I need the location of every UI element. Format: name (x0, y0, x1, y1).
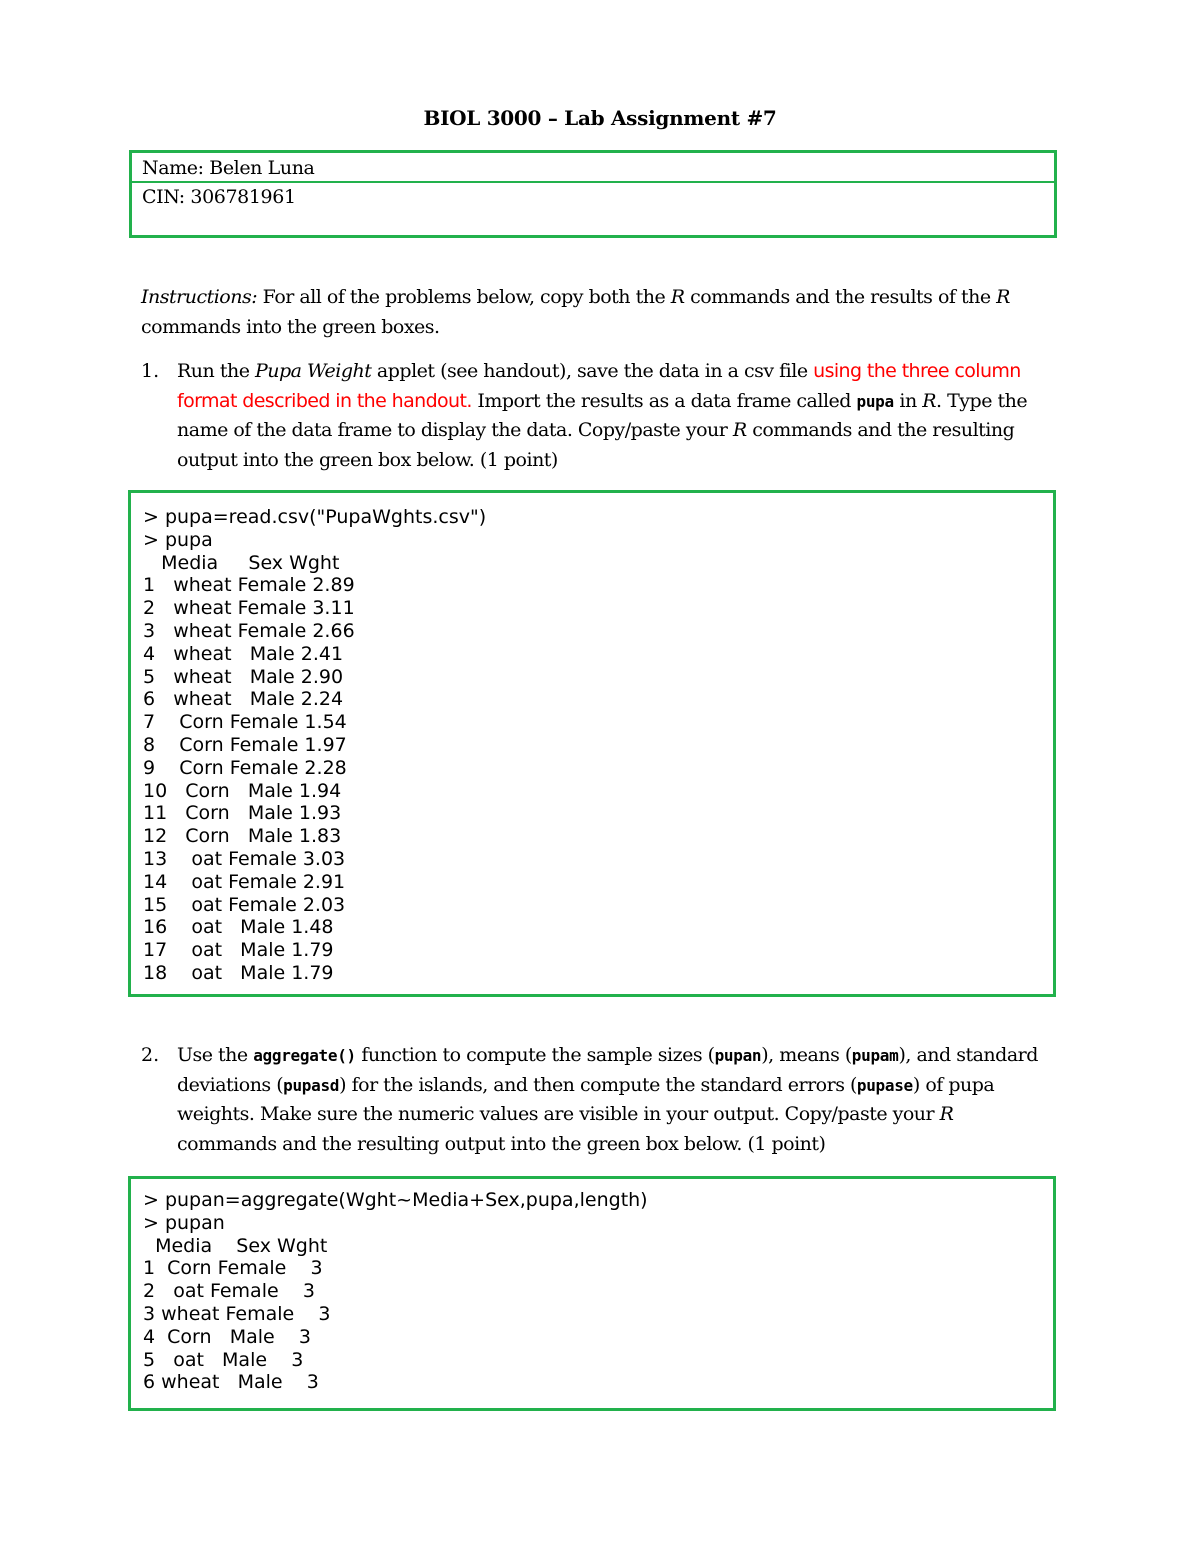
code-line: 1 wheat Female 2.89 (143, 574, 355, 597)
code-output-2 (143, 1189, 648, 1394)
code-line: 1 Corn Female 3 (143, 1257, 323, 1280)
code-line: 5 wheat Male 2.90 (143, 665, 344, 688)
student-info-box (129, 150, 1057, 238)
code-line: Media Sex Wght (143, 1234, 328, 1257)
question-number: 1. (141, 360, 160, 382)
code-term: aggregate() (253, 1046, 356, 1065)
code-term: pupan (714, 1046, 762, 1065)
code-line: > pupa=read.csv("PupaWghts.csv") (143, 506, 487, 528)
code-line: 11 Corn Male 1.93 (143, 802, 342, 825)
answer-box-2[interactable] (128, 1176, 1056, 1411)
code-line: 4 wheat Male 2.41 (143, 642, 344, 665)
code-line: 6 wheat Male 3 (143, 1371, 319, 1394)
code-line: 12 Corn Male 1.83 (143, 825, 342, 848)
code-line: 5 oat Male 3 (143, 1348, 304, 1371)
code-line: 17 oat Male 1.79 (143, 939, 334, 962)
code-line: Media Sex Wght (143, 551, 340, 574)
code-term: pupasd (283, 1075, 340, 1095)
code-line: > pupan=aggregate(Wght~Media+Sex,pupa,length) (143, 1189, 648, 1211)
code-line: 18 oat Male 1.79 (143, 961, 334, 984)
code-line: 8 Corn Female 1.97 (143, 733, 347, 756)
code-line: 6 wheat Male 2.24 (143, 688, 344, 711)
question-text: Run the Pupa Weight applet (see handout), save the data in a csv file using the three column format described in the handout. Import the results as a data frame called pupa in R. Type the name of the data frame to display the data. Copy/paste your R commands and the resulting output into the green box below. (1 point) (177, 360, 1028, 471)
code-line: > pupan (143, 1211, 225, 1234)
r-term: R (939, 1103, 954, 1125)
code-line: 7 Corn Female 1.54 (143, 711, 347, 734)
applet-name: Pupa Weight (254, 360, 372, 382)
code-line: 3 wheat Female 2.66 (143, 619, 355, 642)
r-term: R (732, 419, 747, 441)
code-line: 2 oat Female 3 (143, 1280, 315, 1303)
answer-box-1[interactable] (128, 490, 1056, 997)
code-line: 10 Corn Male 1.94 (143, 779, 342, 802)
code-term: pupa (856, 391, 894, 411)
code-line: 3 wheat Female 3 (143, 1302, 331, 1325)
code-line: 15 oat Female 2.03 (143, 893, 346, 916)
code-line: 16 oat Male 1.48 (143, 916, 334, 939)
instructions-label: Instructions: (141, 286, 258, 308)
code-line: 2 wheat Female 3.11 (143, 597, 355, 620)
r-term: R (922, 389, 937, 412)
question-number: 2. (141, 1044, 160, 1066)
code-line: 14 oat Female 2.91 (143, 870, 346, 893)
code-line: 13 oat Female 3.03 (143, 847, 346, 870)
page-title: BIOL 3000 – Lab Assignment #7 (423, 106, 777, 130)
code-line: > pupa (143, 528, 213, 551)
code-output-1 (143, 506, 486, 985)
instructions-paragraph (141, 283, 1061, 342)
code-term: pupase (856, 1075, 913, 1095)
student-name-field[interactable]: Name: Belen Luna (132, 153, 1054, 183)
instructions-text: commands and the results of the (684, 286, 997, 308)
instructions-text: For all of the problems below, copy both the (257, 286, 671, 308)
student-cin-field[interactable]: CIN: 306781961 (142, 186, 296, 208)
r-term: R (670, 286, 685, 308)
instructions-text: commands into the green boxes. (141, 315, 440, 338)
question-text: Use the aggregate() function to compute the sample sizes (pupan), means (pupam), and standard deviations (pupasd) for the islands, and then compute the standard errors (pupase) of pupa weights. Make sure the numeric values are visible in your output. Copy/paste your R commands and the resulting output into the green box below. (1 point) (177, 1044, 1038, 1155)
code-term: pupam (851, 1046, 899, 1065)
code-line: 4 Corn Male 3 (143, 1325, 311, 1348)
red-highlight-text: using the three column format described in the handout. (177, 360, 1021, 412)
code-line: 9 Corn Female 2.28 (143, 756, 347, 779)
r-term: R (996, 286, 1010, 308)
